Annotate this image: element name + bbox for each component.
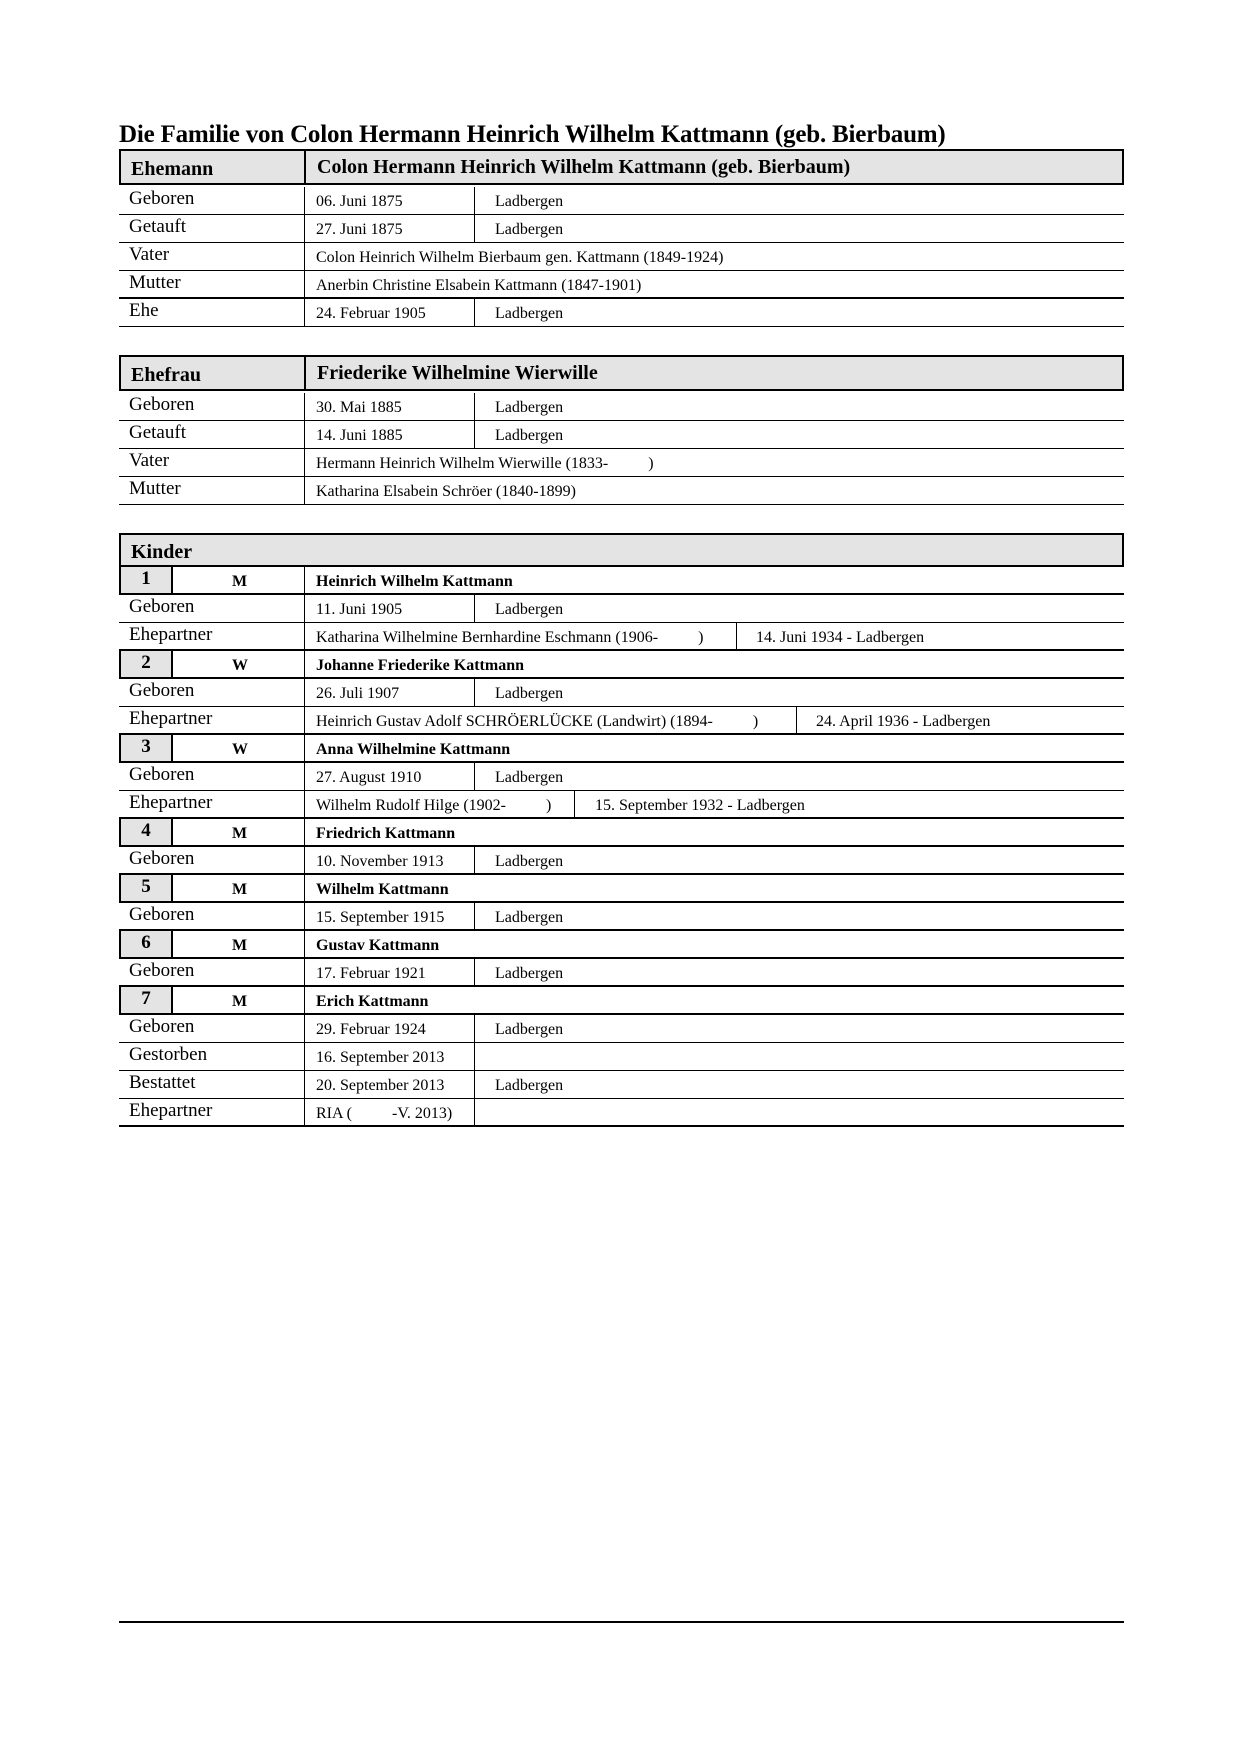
marriage-info: 24. April 1936 - Ladbergen bbox=[816, 713, 991, 730]
row-label: Ehe bbox=[129, 300, 159, 321]
child-header-row bbox=[119, 567, 1124, 595]
child-spouse-row bbox=[119, 707, 1124, 735]
wife-born-row bbox=[119, 393, 1124, 421]
child-sex: M bbox=[232, 993, 248, 1010]
row-label: Mutter bbox=[129, 478, 181, 499]
row-label: Geboren bbox=[129, 596, 195, 617]
child-name: Gustav Kattmann bbox=[316, 937, 440, 954]
date-cell: 14. Juni 1885 bbox=[316, 427, 403, 444]
child-number: 5 bbox=[141, 876, 151, 897]
place-cell: Ladbergen bbox=[495, 853, 564, 870]
row-label: Ehepartner bbox=[129, 624, 213, 645]
father-name: Colon Heinrich Wilhelm Bierbaum gen. Kattmann (1849-1924) bbox=[316, 249, 724, 266]
row-label: Vater bbox=[129, 450, 170, 471]
child-header-row bbox=[119, 819, 1124, 847]
child-header-row bbox=[119, 875, 1124, 903]
husband-name: Colon Hermann Heinrich Wilhelm Kattmann (geb. Bierbaum) bbox=[317, 156, 851, 178]
marriage-row bbox=[119, 299, 1124, 327]
spouse-name: RIA ( -V. 2013) bbox=[316, 1105, 453, 1122]
children-header bbox=[119, 533, 1124, 567]
child-number: 4 bbox=[141, 820, 151, 841]
mother-name: Katharina Elsabein Schröer (1840-1899) bbox=[316, 483, 576, 500]
husband-label: Ehemann bbox=[131, 158, 214, 180]
spouse-name: Katharina Wilhelmine Bernhardine Eschmann (1906- ) bbox=[316, 629, 704, 646]
child-sex: M bbox=[232, 881, 248, 898]
row-label: Geboren bbox=[129, 1016, 195, 1037]
child-born-row bbox=[119, 959, 1124, 987]
row-label: Geboren bbox=[129, 188, 195, 209]
mother-name: Anerbin Christine Elsabein Kattmann (1847-1901) bbox=[316, 277, 642, 294]
husband-header bbox=[119, 149, 1124, 185]
date-cell: 27. Juni 1875 bbox=[316, 221, 403, 238]
place-cell: Ladbergen bbox=[495, 909, 564, 926]
child-sex: M bbox=[232, 937, 248, 954]
wife-header bbox=[119, 355, 1124, 391]
divider bbox=[304, 357, 306, 389]
divider bbox=[304, 151, 306, 183]
child-header-row bbox=[119, 651, 1124, 679]
child-born-row bbox=[119, 847, 1124, 875]
row-label: Ehepartner bbox=[129, 792, 213, 813]
children-label: Kinder bbox=[131, 541, 193, 563]
child-name: Anna Wilhelmine Kattmann bbox=[316, 741, 511, 758]
child-spouse-row bbox=[119, 623, 1124, 651]
place-cell: Ladbergen bbox=[495, 601, 564, 618]
date-cell: 10. November 1913 bbox=[316, 853, 444, 870]
date-cell: 15. September 1915 bbox=[316, 909, 445, 926]
row-label: Geboren bbox=[129, 394, 195, 415]
child-header-row bbox=[119, 987, 1124, 1015]
place-cell: Ladbergen bbox=[495, 1077, 564, 1094]
date-cell: 29. Februar 1924 bbox=[316, 1021, 426, 1038]
date-cell: 20. September 2013 bbox=[316, 1077, 445, 1094]
place-cell: Ladbergen bbox=[495, 1021, 564, 1038]
row-label: Gestorben bbox=[129, 1044, 208, 1065]
place-cell: Ladbergen bbox=[495, 965, 564, 982]
child-born-row bbox=[119, 903, 1124, 931]
child-number: 3 bbox=[141, 736, 151, 757]
spouse-name: Wilhelm Rudolf Hilge (1902- ) bbox=[316, 797, 552, 814]
place-cell: Ladbergen bbox=[495, 305, 564, 322]
date-cell: 06. Juni 1875 bbox=[316, 193, 403, 210]
child-name: Johanne Friederike Kattmann bbox=[316, 657, 524, 674]
place-cell: Ladbergen bbox=[495, 193, 564, 210]
husband-father-row bbox=[119, 243, 1124, 271]
date-cell: 11. Juni 1905 bbox=[316, 601, 403, 618]
wife-label: Ehefrau bbox=[131, 364, 201, 386]
date-cell: 26. Juli 1907 bbox=[316, 685, 400, 702]
child-number: 6 bbox=[141, 932, 151, 953]
child-name: Wilhelm Kattmann bbox=[316, 881, 449, 898]
child-name: Heinrich Wilhelm Kattmann bbox=[316, 573, 513, 590]
row-label: Getauft bbox=[129, 422, 186, 443]
child-number: 7 bbox=[141, 988, 151, 1009]
wife-father-row bbox=[119, 449, 1124, 477]
father-name: Hermann Heinrich Wilhelm Wierwille (1833- ) bbox=[316, 455, 654, 472]
husband-baptized-row bbox=[119, 215, 1124, 243]
row-label: Geboren bbox=[129, 904, 195, 925]
child-born-row bbox=[119, 595, 1124, 623]
child-sex: W bbox=[232, 657, 248, 674]
date-cell: 30. Mai 1885 bbox=[316, 399, 402, 416]
place-cell: Ladbergen bbox=[495, 427, 564, 444]
child-number: 1 bbox=[141, 568, 151, 589]
row-label: Geboren bbox=[129, 680, 195, 701]
child-born-row bbox=[119, 763, 1124, 791]
marriage-info: 14. Juni 1934 - Ladbergen bbox=[756, 629, 925, 646]
row-label: Geboren bbox=[129, 764, 195, 785]
child-header-row bbox=[119, 931, 1124, 959]
husband-born-row bbox=[119, 187, 1124, 215]
child-number: 2 bbox=[141, 652, 151, 673]
husband-mother-row bbox=[119, 271, 1124, 299]
child-spouse-row bbox=[119, 791, 1124, 819]
place-cell: Ladbergen bbox=[495, 685, 564, 702]
child-spouse-row bbox=[119, 1099, 1124, 1127]
row-label: Vater bbox=[129, 244, 170, 265]
marriage-info: 15. September 1932 - Ladbergen bbox=[595, 797, 805, 814]
child-born-row bbox=[119, 679, 1124, 707]
page-title: Die Familie von Colon Hermann Heinrich Wilhelm Kattmann (geb. Bierbaum) bbox=[119, 121, 946, 148]
wife-baptized-row bbox=[119, 421, 1124, 449]
child-name: Friedrich Kattmann bbox=[316, 825, 456, 842]
row-label: Ehepartner bbox=[129, 708, 213, 729]
row-label: Mutter bbox=[129, 272, 181, 293]
row-label: Bestattet bbox=[129, 1072, 196, 1093]
child-died-row bbox=[119, 1043, 1124, 1071]
row-label: Getauft bbox=[129, 216, 186, 237]
date-cell: 27. August 1910 bbox=[316, 769, 422, 786]
child-header-row bbox=[119, 735, 1124, 763]
wife-mother-row bbox=[119, 477, 1124, 505]
date-cell: 16. September 2013 bbox=[316, 1049, 445, 1066]
place-cell: Ladbergen bbox=[495, 221, 564, 238]
date-cell: 24. Februar 1905 bbox=[316, 305, 426, 322]
row-label: Ehepartner bbox=[129, 1100, 213, 1121]
child-sex: W bbox=[232, 741, 248, 758]
child-name: Erich Kattmann bbox=[316, 993, 429, 1010]
child-sex: M bbox=[232, 825, 248, 842]
place-cell: Ladbergen bbox=[495, 769, 564, 786]
wife-name: Friederike Wilhelmine Wierwille bbox=[317, 362, 598, 384]
row-label: Geboren bbox=[129, 960, 195, 981]
spouse-name: Heinrich Gustav Adolf SCHRÖERLÜCKE (Landwirt) (1894- ) bbox=[316, 713, 759, 730]
date-cell: 17. Februar 1921 bbox=[316, 965, 426, 982]
place-cell: Ladbergen bbox=[495, 399, 564, 416]
child-buried-row bbox=[119, 1071, 1124, 1099]
footer-rule bbox=[119, 1621, 1124, 1623]
row-label: Geboren bbox=[129, 848, 195, 869]
child-sex: M bbox=[232, 573, 248, 590]
child-born-row bbox=[119, 1015, 1124, 1043]
